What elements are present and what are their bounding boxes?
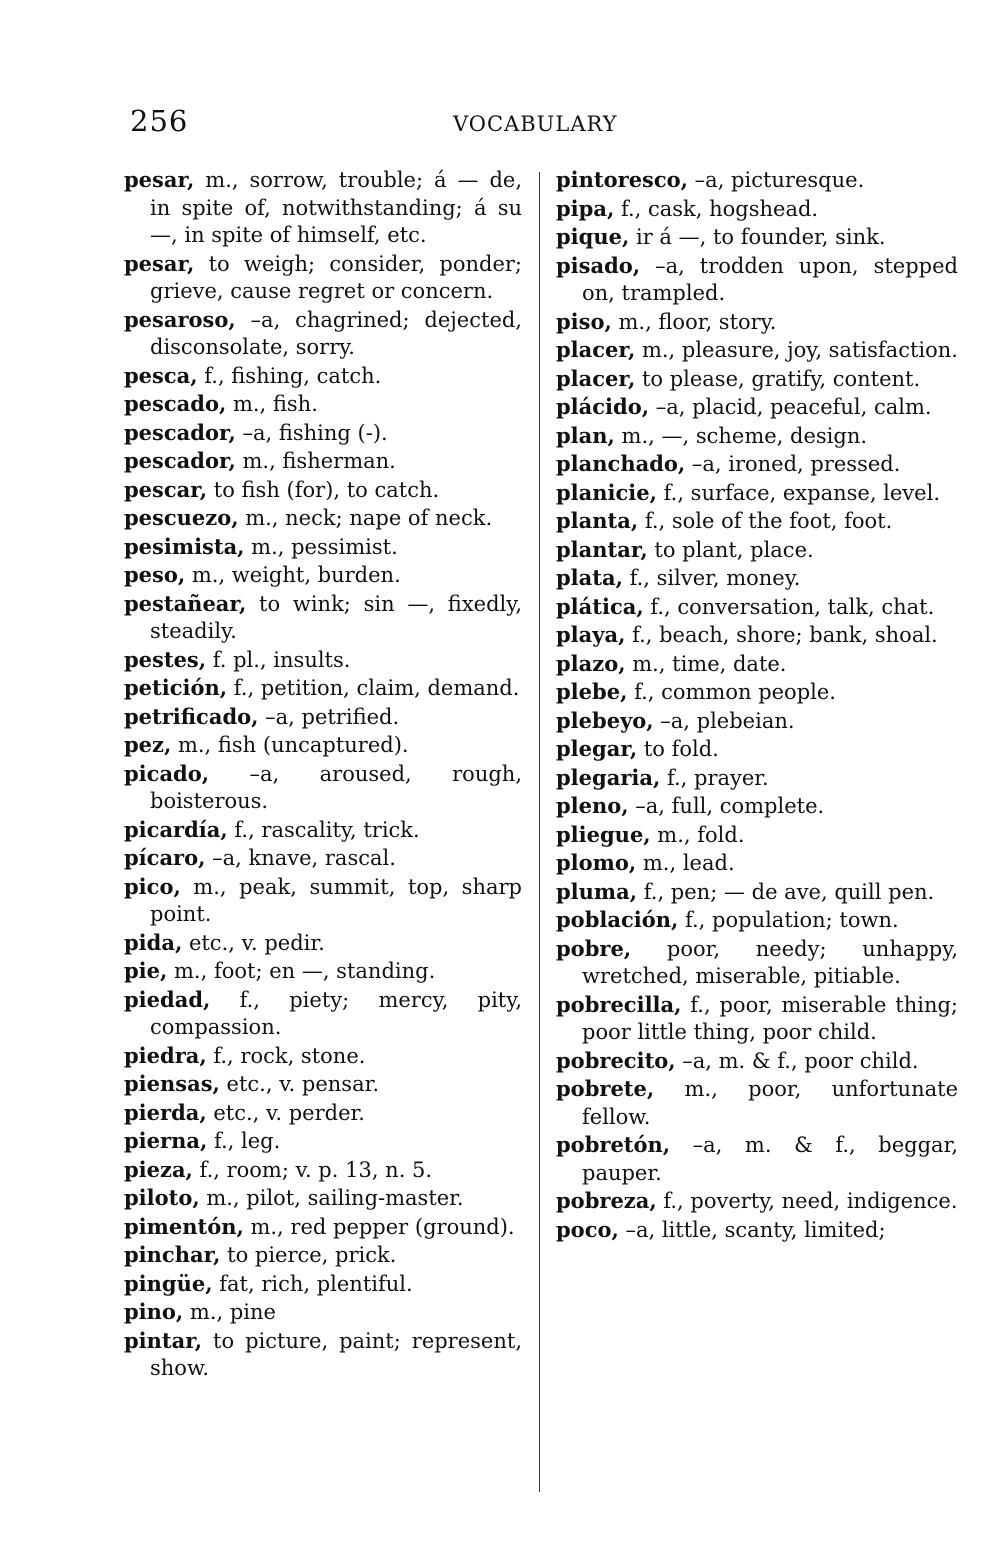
entry-headword: plantar, (556, 536, 648, 562)
vocabulary-entry (556, 1216, 958, 1245)
entry-definition: m., pine (183, 1300, 276, 1324)
vocabulary-entry (124, 703, 522, 732)
entry-definition: m., peak, summit, top, sharp point. (150, 874, 522, 926)
entry-headword: pintoresco, (556, 167, 688, 192)
entry-headword: pescado, (124, 391, 227, 416)
entry-definition: –a, knave, rascal. (205, 846, 396, 870)
entry-headword: pintar, (124, 1327, 203, 1353)
vocabulary-entry (124, 1298, 522, 1327)
entry-definition: f., common people. (627, 680, 836, 704)
entry-definition: f., cask, hogshead. (614, 196, 819, 221)
vocabulary-entry (556, 707, 958, 736)
vocabulary-entry (124, 1070, 522, 1099)
vocabulary-entry (556, 1187, 958, 1216)
entry-headword: pino, (124, 1299, 184, 1324)
vocabulary-entry (124, 504, 522, 533)
vocabulary-entry (556, 536, 958, 565)
vocabulary-entry (556, 764, 958, 793)
vocabulary-entry (556, 479, 958, 508)
entry-headword: pingüe, (124, 1270, 213, 1296)
entry-definition: m., pleasure, joy, satisfaction. (635, 338, 958, 362)
vocabulary-entry (556, 593, 958, 622)
entry-definition: ir á —, to founder, sink. (629, 225, 886, 249)
vocabulary-entry (124, 986, 522, 1042)
entry-definition: poor, needy; unhappy, wretched, miserable, pitiable. (582, 936, 958, 988)
entry-headword: plácido, (556, 394, 650, 419)
entry-definition: m., pessimist. (244, 534, 398, 559)
vocabulary-entry (556, 1047, 958, 1076)
entry-definition: –a, placid, peaceful, calm. (649, 395, 932, 419)
entry-definition: m., sorrow, trouble; á — de, in spite of, notwithstanding; á su —, in spite of himself, etc. (150, 168, 522, 247)
entry-headword: placer, (556, 337, 636, 362)
vocabulary-entry (556, 422, 958, 451)
entry-headword: pique, (556, 224, 630, 249)
entry-definition: m., poor, unfortunate fellow. (582, 1077, 958, 1129)
vocabulary-entry (124, 1327, 522, 1383)
vocabulary-entry (124, 306, 522, 362)
entry-definition: to pierce, prick. (220, 1243, 397, 1267)
entry-headword: pobrete, (556, 1076, 655, 1101)
entry-headword: picado, (124, 760, 210, 786)
entry-headword: piso, (556, 308, 612, 334)
vocabulary-entry (556, 393, 958, 422)
entry-definition: –a, m. & f., beggar, pauper. (582, 1133, 958, 1185)
entry-definition: m., lead. (636, 851, 735, 875)
entry-headword: piedra, (124, 1042, 207, 1068)
vocabulary-entry (556, 849, 958, 878)
entry-headword: pinchar, (124, 1242, 221, 1267)
vocabulary-entry (124, 1042, 522, 1071)
entry-definition: f., pen; — de ave, quill pen. (637, 879, 935, 904)
vocabulary-entry (556, 991, 958, 1047)
vocabulary-entry (556, 735, 958, 764)
column-rule (539, 172, 540, 1492)
vocabulary-entry (124, 250, 522, 306)
vocabulary-entry (556, 507, 958, 536)
entry-definition: f., poverty, need, indigence. (656, 1189, 958, 1213)
page-number: 256 (130, 104, 189, 138)
entry-definition: f., leg. (207, 1129, 281, 1153)
entry-definition: to weigh; consider, ponder; grieve, cause regret or concern. (150, 251, 522, 303)
entry-headword: piensas, (124, 1071, 220, 1096)
vocabulary-entry (556, 336, 958, 365)
entry-headword: plebeyo, (556, 707, 654, 733)
entry-headword: peso, (124, 562, 186, 587)
vocabulary-entry (124, 1241, 522, 1270)
entry-definition: to please, gratify, content. (635, 366, 921, 391)
entry-headword: pierna, (124, 1128, 208, 1153)
entry-definition: f., rock, stone. (206, 1043, 366, 1068)
entry-headword: piedad, (124, 986, 211, 1012)
vocabulary-entry (556, 308, 958, 337)
entry-definition: f., population; town. (678, 908, 899, 932)
vocabulary-entry (124, 1127, 522, 1156)
vocabulary-entry (124, 533, 522, 562)
entry-definition: f. pl., insults. (206, 647, 351, 672)
entry-definition: –a, aroused, rough, boisterous. (150, 761, 522, 813)
entry-definition: m., time, date. (625, 651, 787, 676)
entry-headword: playa, (556, 622, 626, 647)
entry-definition: f., silver, money. (622, 566, 801, 590)
vocabulary-entry (124, 674, 522, 703)
vocabulary-entry (124, 419, 522, 448)
vocabulary-entry (124, 957, 522, 986)
entry-headword: pesaroso, (124, 306, 236, 332)
vocabulary-entry (556, 365, 958, 394)
entry-headword: plegar, (556, 736, 638, 761)
vocabulary-entry (124, 166, 522, 250)
running-head: VOCABULARY (453, 112, 618, 136)
entry-definition: m., fold. (650, 822, 745, 847)
entry-headword: pesca, (124, 362, 198, 388)
entry-definition: –a, picturesque. (688, 168, 865, 192)
vocabulary-entry (124, 1213, 522, 1242)
entry-definition: to fold. (637, 737, 719, 761)
entry-headword: pieza, (124, 1156, 193, 1182)
entry-definition: f., poor, miserable thing; poor little thing, poor child. (582, 992, 958, 1044)
entry-definition: m., fish. (226, 392, 318, 416)
left-column (124, 166, 522, 1383)
vocabulary-entry (556, 1075, 958, 1131)
entry-headword: pesar, (124, 250, 195, 276)
entry-definition: f., fishing, catch. (197, 363, 382, 388)
entry-definition: –a, little, scanty, limited; (618, 1217, 886, 1242)
entry-definition: etc., v. perder. (206, 1100, 365, 1125)
entry-headword: pimentón, (124, 1213, 244, 1239)
entry-definition: f., petition, claim, demand. (227, 676, 520, 700)
vocabulary-entry (124, 760, 522, 816)
vocabulary-entry (124, 646, 522, 675)
entry-headword: pescar, (124, 476, 208, 502)
vocabulary-entry (124, 1270, 522, 1299)
vocabulary-entry (124, 873, 522, 929)
right-column (556, 166, 958, 1244)
vocabulary-entry (124, 390, 522, 419)
entry-definition: –a, full, complete. (628, 794, 825, 818)
entry-headword: pipa, (556, 195, 615, 221)
vocabulary-entry (556, 650, 958, 679)
entry-headword: población, (556, 907, 679, 932)
entry-headword: pesimista, (124, 533, 245, 559)
entry-headword: pestañear, (124, 590, 247, 616)
vocabulary-entry (124, 476, 522, 505)
entry-headword: planta, (556, 508, 639, 533)
entry-headword: picardía, (124, 816, 228, 842)
vocabulary-entry (124, 1099, 522, 1128)
entry-definition: f., surface, expanse, level. (656, 480, 940, 505)
vocabulary-entry (124, 731, 522, 760)
entry-definition: to plant, place. (647, 537, 814, 562)
entry-definition: m., foot; en —, standing. (167, 959, 436, 983)
entry-headword: pobretón, (556, 1132, 671, 1157)
entry-headword: pescador, (124, 448, 236, 473)
entry-definition: f., piety; mercy, pity, compassion. (150, 987, 522, 1039)
entry-headword: pluma, (556, 878, 638, 904)
entry-headword: pesar, (124, 167, 195, 192)
entry-headword: plebe, (556, 679, 628, 704)
entry-headword: pobrecilla, (556, 991, 682, 1017)
entry-definition: f., prayer. (660, 765, 769, 790)
entry-definition: f., conversation, talk, chat. (643, 594, 935, 619)
vocabulary-entry (556, 821, 958, 850)
entry-headword: pícaro, (124, 845, 206, 870)
entry-definition: m., floor, story. (611, 309, 777, 334)
vocabulary-entry (556, 678, 958, 707)
vocabulary-entry (556, 195, 958, 224)
entry-definition: –a, chagrined; dejected, disconsolate, sorry. (150, 307, 522, 359)
entry-definition: –a, petrified. (258, 704, 400, 729)
entry-definition: to wink; sin —, fixedly, steadily. (150, 591, 522, 643)
vocabulary-entry (124, 816, 522, 845)
entry-definition: f., beach, shore; bank, shoal. (625, 623, 938, 647)
vocabulary-entry (556, 252, 958, 308)
vocabulary-entry (556, 792, 958, 821)
entry-headword: pierda, (124, 1099, 207, 1125)
entry-definition: f., room; v. p. 13, n. 5. (192, 1157, 433, 1182)
entry-headword: placer, (556, 365, 636, 391)
entry-headword: petición, (124, 675, 228, 700)
vocabulary-entry (124, 929, 522, 958)
entry-definition: m., —, scheme, design. (614, 423, 868, 448)
vocabulary-entry (556, 1131, 958, 1187)
entry-definition: etc., v. pensar. (219, 1072, 380, 1096)
vocabulary-entry (556, 621, 958, 650)
entry-definition: –a, trodden upon, stepped on, trampled. (582, 253, 958, 305)
entry-headword: pleno, (556, 793, 629, 818)
entry-headword: plomo, (556, 850, 637, 875)
entry-headword: pico, (124, 873, 181, 899)
vocabulary-entry (556, 935, 958, 991)
entry-headword: pobrecito, (556, 1047, 676, 1073)
entry-definition: m., fisherman. (235, 449, 396, 473)
entry-definition: f., rascality, trick. (227, 817, 420, 842)
vocabulary-entry (124, 561, 522, 590)
vocabulary-entry (556, 906, 958, 935)
entry-headword: pobreza, (556, 1188, 657, 1213)
entry-headword: pestes, (124, 646, 207, 672)
entry-headword: pie, (124, 958, 168, 983)
entry-definition: fat, rich, plentiful. (212, 1271, 413, 1296)
entry-headword: plegaria, (556, 764, 661, 790)
entry-headword: plazo, (556, 650, 626, 676)
entry-definition: m., pilot, sailing-master. (199, 1186, 464, 1210)
vocabulary-entry (124, 1184, 522, 1213)
vocabulary-entry (556, 878, 958, 907)
vocabulary-entry (556, 564, 958, 593)
entry-headword: pescuezo, (124, 505, 239, 530)
vocabulary-entry (556, 223, 958, 252)
entry-headword: plática, (556, 593, 644, 619)
entry-definition: m., fish (uncaptured). (171, 733, 409, 757)
entry-definition: f., sole of the foot, foot. (638, 509, 893, 533)
entry-definition: m., red pepper (ground). (243, 1214, 515, 1239)
entry-definition: –a, plebeian. (653, 708, 795, 733)
vocabulary-entry (556, 450, 958, 479)
vocabulary-entry (556, 166, 958, 195)
entry-headword: pez, (124, 732, 172, 757)
vocabulary-entry (124, 1156, 522, 1185)
entry-headword: planchado, (556, 451, 686, 476)
entry-headword: pescador, (124, 419, 236, 445)
entry-headword: plata, (556, 565, 623, 590)
entry-definition: –a, m. & f., poor child. (675, 1048, 919, 1073)
vocabulary-entry (124, 844, 522, 873)
entry-definition: –a, fishing (-). (235, 420, 388, 445)
vocabulary-entry (124, 362, 522, 391)
entry-headword: piloto, (124, 1185, 200, 1210)
entry-definition: –a, ironed, pressed. (685, 452, 901, 476)
vocabulary-entry (124, 447, 522, 476)
entry-definition: m., weight, burden. (185, 563, 401, 587)
entry-headword: plan, (556, 422, 615, 448)
entry-headword: petrificado, (124, 703, 259, 729)
entry-headword: planicie, (556, 479, 657, 505)
entry-headword: poco, (556, 1216, 619, 1242)
entry-headword: pliegue, (556, 821, 651, 847)
vocabulary-entry (124, 590, 522, 646)
entry-headword: pisado, (556, 252, 641, 278)
entry-definition: to picture, paint; represent, show. (150, 1328, 522, 1380)
entry-definition: etc., v. pedir. (182, 930, 325, 955)
entry-definition: m., neck; nape of neck. (238, 506, 493, 530)
entry-headword: pobre, (556, 935, 632, 961)
entry-headword: pida, (124, 929, 183, 955)
entry-definition: to fish (for), to catch. (207, 477, 440, 502)
